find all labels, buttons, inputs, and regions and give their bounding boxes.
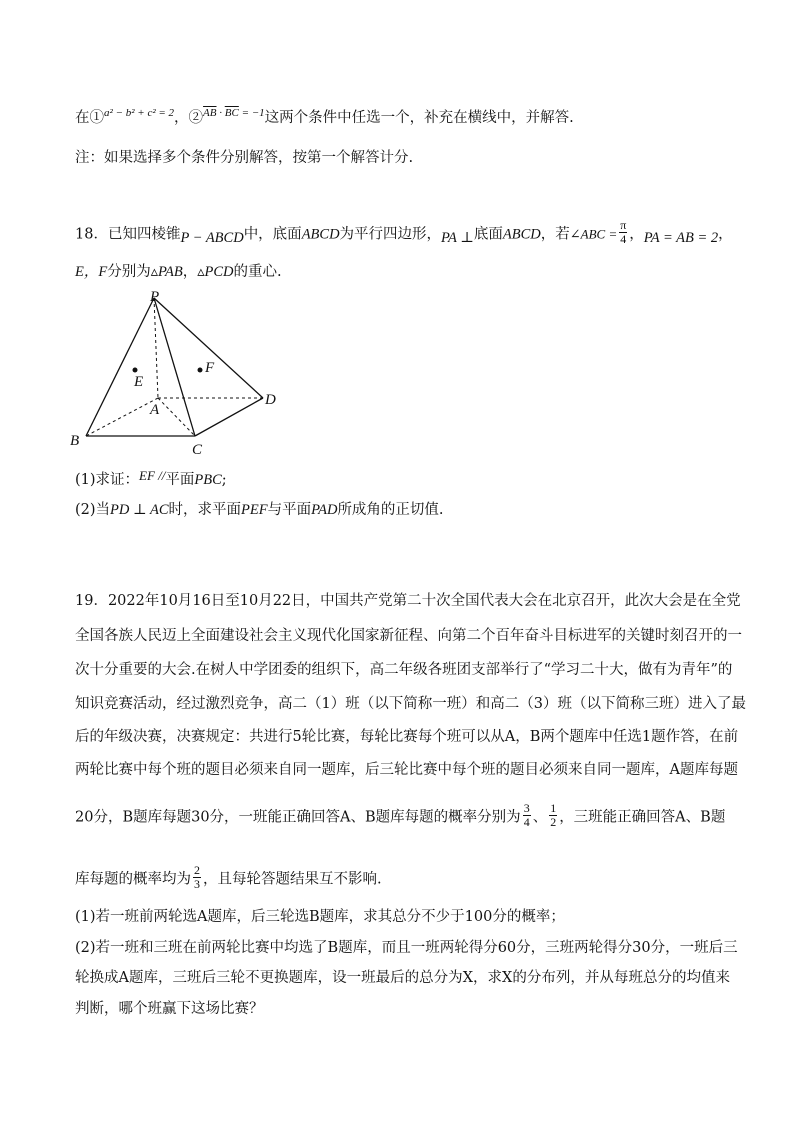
- q18-text: 18．已知四棱锥: [75, 226, 181, 243]
- label-p: P: [150, 289, 160, 305]
- q18-part-1: [75, 470, 730, 490]
- q17-suffix: 这两个条件中任选一个，补充在横线中，并解答.: [264, 110, 574, 126]
- label-b: B: [70, 433, 80, 449]
- frac-denominator: 4: [523, 815, 530, 829]
- q18-text: 的重心.: [233, 264, 282, 280]
- q18-text: ，: [182, 264, 198, 280]
- frac-denominator: 2: [550, 815, 557, 829]
- q19-text: 20分，B题库每题30分，一班能正确回答A、B题库每题的概率分别为: [75, 809, 521, 826]
- q19-part-2-line-2: 轮换成A题库，三班后三轮不更换题库，设一班最后的总分为X，求X的分布列，并从每班总分的均值来: [75, 970, 730, 986]
- label-a: A: [150, 402, 160, 418]
- frac-denominator: 3: [194, 877, 200, 891]
- frac-numerator: 3: [523, 801, 530, 815]
- angle-abc: ∠ABC =: [569, 226, 618, 242]
- edge-pc: [154, 298, 195, 436]
- fraction-3-4: [523, 802, 531, 829]
- q19-line-1: 19．2022年10月16日至10月22日，中国共产党第二十次全国代表大会在北京召开，此次大会是在全党: [75, 593, 741, 609]
- pa-perp: PA ⊥: [441, 229, 474, 246]
- q17-sep: ，②: [174, 110, 204, 126]
- q18-text: ，若: [540, 226, 570, 243]
- fraction-2-3: [193, 864, 201, 891]
- q19-part-1: (1)若一班前两轮选A题库，后三轮选B题库，求其总分不少于100分的概率；: [75, 909, 565, 925]
- point-e-dot: [133, 368, 138, 373]
- frac-denominator: 4: [620, 232, 627, 246]
- q17-note: 注：如果选择多个条件分别解答，按第一个解答计分.: [75, 150, 414, 166]
- frac-numerator: π: [620, 218, 627, 232]
- q19-line-7: [75, 801, 730, 831]
- label-c: C: [192, 442, 203, 458]
- plane-pbc: PBC: [194, 472, 222, 488]
- dot-op: ·: [216, 107, 225, 119]
- q18-part1-label: (1)求证：: [75, 472, 140, 488]
- q19-line-5: 后的年级决赛，决赛规定：共进行5轮比赛，每轮比赛每个班可以从A，B两个题库中任选1题作答，在前: [75, 729, 739, 745]
- edge-pa-hidden: [154, 298, 158, 398]
- q18-text: ，: [718, 226, 733, 243]
- edge-ab-hidden: [86, 398, 158, 436]
- q18-part-2: [75, 500, 730, 520]
- pyramid-figure: [68, 288, 288, 458]
- q17-prefix: 在①: [75, 110, 104, 126]
- q18-text: 所成角的正切值.: [337, 502, 444, 518]
- vector-ab: $\overline{AB}$: [203, 107, 217, 119]
- q18-line-1: [75, 218, 733, 248]
- label-f: F: [205, 360, 215, 376]
- point-f-dot: [198, 368, 203, 373]
- plane-pad: PAD: [311, 502, 338, 518]
- base-name: ABCD: [502, 226, 541, 243]
- eq-minus-one: = −1: [238, 107, 265, 119]
- base-name: ABCD: [301, 226, 340, 243]
- edge-pd: [154, 298, 263, 398]
- condition-1: a² − b² + c² = 2: [104, 107, 175, 119]
- q19-line-4: 知识竞赛活动，经过激烈竞争，高二（1）班（以下简称一班）和高二（3）班（以下简称三班）进入了最: [75, 696, 746, 712]
- q18-text: ;: [221, 472, 227, 488]
- q18-text: 为平行四边形，: [339, 226, 442, 243]
- fraction-pi-over-4: [619, 219, 627, 246]
- q19-text: 、: [532, 809, 548, 826]
- triangle-pab: ▵PAB: [150, 264, 183, 280]
- q19-text: 库每题的概率均为: [75, 871, 191, 888]
- edge-cd: [195, 398, 263, 436]
- frac-numerator: 1: [550, 801, 557, 815]
- pd-perp-ac: PD ⊥ AC: [110, 502, 169, 518]
- q18-text: 底面: [473, 226, 503, 243]
- edge-pb: [86, 298, 154, 436]
- q18-text: 分别为: [107, 264, 151, 280]
- plane-pef: PEF: [241, 502, 268, 518]
- q18-text: 与平面: [267, 502, 312, 518]
- q18-text: 中，底面: [243, 226, 302, 243]
- frac-numerator: 2: [194, 863, 200, 877]
- label-e: E: [134, 374, 144, 390]
- q18-line-2: [75, 262, 730, 282]
- q18-text: ，: [629, 226, 644, 243]
- q19-line-8: [75, 863, 730, 893]
- label-d: D: [265, 392, 276, 408]
- pa-ab-equal: PA = AB = 2: [643, 229, 719, 246]
- q19-part-2-line-3: 判断，哪个班赢下这场比赛？: [75, 1001, 264, 1017]
- q19-text: ，且每轮答题结果互不影响.: [203, 871, 382, 888]
- q19-line-2: 全国各族人民迈上全面建设社会主义现代化国家新征程、向第二个百年奋斗目标进军的关键时刻召开的一: [75, 628, 742, 644]
- q19-text: ，三班能正确回答A、B题: [559, 809, 726, 826]
- points-ef: E，F: [75, 264, 108, 280]
- pyramid-name: P − ABCD: [180, 229, 244, 246]
- vector-bc: $\overline{BC}$: [224, 107, 239, 119]
- q19-part-2-line-1: (2)若一班和三班在前两轮比赛中均选了B题库，而且一班两轮得分60分，三班两轮得分30分，一班后三: [75, 940, 738, 956]
- q18-text: 平面: [165, 472, 195, 488]
- q17-conditions-line: [75, 108, 730, 129]
- q19-line-6: 两轮比赛中每个班的题目必须来自同一题库，后三轮比赛中每个班的题目必须来自同一题库，A题库每题: [75, 762, 738, 778]
- q18-text: 时，求平面: [168, 502, 242, 518]
- ef-parallel: EF //: [139, 468, 166, 483]
- fraction-1-2: [549, 802, 557, 829]
- triangle-pcd: ▵PCD: [197, 264, 234, 280]
- condition-2: [203, 107, 265, 119]
- q18-part2-label: (2)当: [75, 502, 111, 518]
- q19-line-3: 次十分重要的大会.在树人中学团委的组织下，高二年级各班团支部举行了“学习二十大，做有为青年”的: [75, 662, 733, 678]
